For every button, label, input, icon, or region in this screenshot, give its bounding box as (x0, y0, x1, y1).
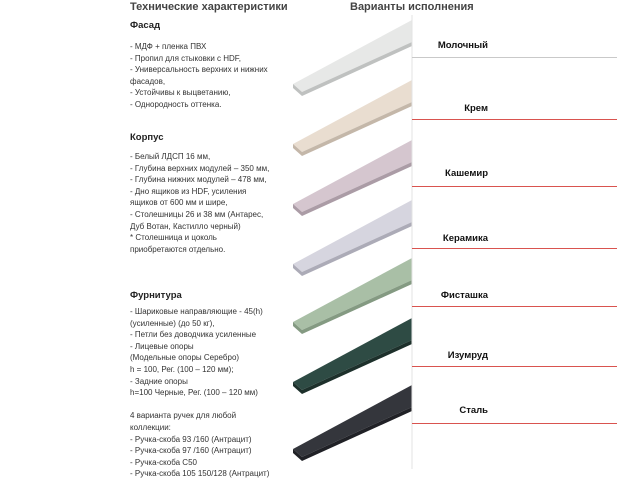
spec-line: - Ручка-скоба 97 /160 (Антрацит) (130, 446, 252, 456)
spec-line: фасадов, (130, 76, 166, 86)
right-column-header: Варианты исполнения (350, 1, 474, 13)
spec-line: - Задние опоры (130, 376, 188, 386)
variant-separator-5 (412, 366, 617, 367)
spec-line: - Столешницы 26 и 38 мм (Антарес, (130, 209, 264, 219)
variant-separator-0 (412, 57, 617, 58)
spec-line: - МДФ + пленка ПВХ (130, 42, 207, 51)
spec-line: - Глубина верхних модулей – 350 мм, (130, 163, 270, 173)
spec-line: - Пропил для стыковки с HDF, (130, 53, 242, 63)
spec-line: - Лицевые опоры (130, 341, 194, 351)
section-title-facade: Фасад (130, 20, 161, 31)
spec-line: - Ручка-скоба 93 /160 (Антрацит) (130, 434, 252, 444)
variant-label-6: Сталь (459, 405, 488, 416)
variant-label-1: Крем (464, 103, 488, 114)
variant-label-2: Кашемир (445, 168, 488, 179)
spec-line: h=100 Черные, Рег. (100 – 120 мм) (130, 388, 258, 398)
swatch-top-6 (293, 385, 412, 457)
spec-line: - Глубина нижних модулей – 478 мм, (130, 175, 267, 185)
variant-separator-6 (412, 423, 617, 424)
variant-label-4: Фисташка (440, 290, 488, 301)
section-title-body: Корпус (130, 132, 164, 143)
spec-line: приобретаются отдельно. (130, 244, 226, 254)
spec-line: - Белый ЛДСП 16 мм, (130, 152, 211, 161)
spec-line: - Ручка-скоба 105 150/128 (Антрацит) (130, 469, 270, 479)
spec-line: - Дно ящиков из HDF, усиления (130, 186, 247, 196)
spec-line: - Ручка-скоба C50 (130, 457, 197, 467)
spec-line: (Модельные опоры Серебро) (130, 353, 240, 363)
variant-separator-1 (412, 119, 617, 120)
variant-label-3: Керамика (442, 233, 488, 244)
section-title-hardware: Фурнитура (130, 290, 182, 301)
spec-line: Дуб Вотан, Кастилло черный) (130, 221, 241, 231)
variant-separator-4 (412, 306, 617, 307)
spec-line: - Однородность оттенка. (130, 99, 222, 109)
spec-line: коллекции: (130, 422, 171, 432)
spec-line: - Универсальность верхних и нижних (130, 65, 268, 75)
spec-line: (усиленные) (до 50 кг), (130, 318, 215, 328)
variant-separator-2 (412, 186, 617, 187)
variant-label-5: Изумруд (447, 350, 488, 361)
swatch-top-0 (293, 20, 412, 92)
spec-line: - Шариковые направляющие - 45(h) (130, 307, 263, 316)
left-column-header: Технические характеристики (130, 1, 288, 13)
spec-line: * Столешница и цоколь (130, 233, 217, 243)
spec-line: - Устойчивы к выцветанию, (130, 88, 231, 98)
variant-label-0: Молочный (437, 40, 488, 51)
spec-line: ящиков от 600 мм и шире, (130, 198, 228, 208)
variant-separator-3 (412, 248, 617, 249)
spec-line: 4 варианта ручек для любой (130, 411, 237, 421)
spec-line: - Петли без доводчика усиленные (130, 330, 257, 340)
spec-line: h = 100, Рег. (100 – 120 мм); (130, 364, 234, 374)
